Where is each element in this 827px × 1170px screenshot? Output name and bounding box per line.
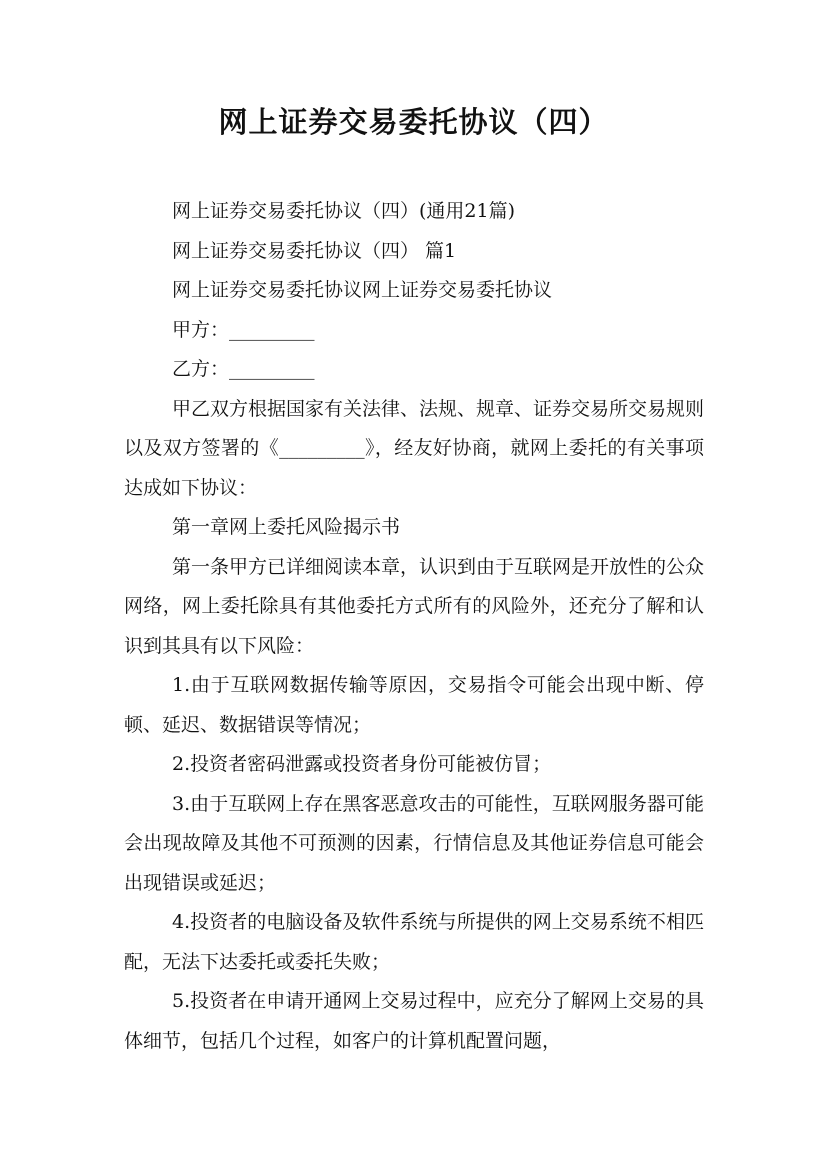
paragraph-party-a: 甲方：_________ — [172, 318, 315, 341]
paragraph-2: 网上证券交易委托协议（四） 篇1 — [172, 239, 457, 262]
chapter-heading: 第一章网上委托风险揭示书 — [172, 516, 401, 538]
article-1: 第一条甲方已详细阅读本章，认识到由于互联网是开放性的公众网络，网上委托除具有其他委托方式所有的风险外，还充分了解和认识到其具有以下风险： — [124, 555, 705, 657]
document-title: 网上证券交易委托协议（四） — [218, 105, 609, 139]
paragraph-3: 网上证券交易委托协议网上证券交易委托协议 — [172, 279, 553, 301]
paragraph-preamble: 甲乙双方根据国家有关法律、法规、规章、证券交易所交易规则以及双方签署的《_________》，经友好协商，就网上委托的有关事项达成如下协议： — [124, 397, 705, 499]
paragraph-1: 网上证券交易委托协议（四）(通用21篇) — [172, 200, 516, 222]
risk-item-4: 4.投资者的电脑设备及软件系统与所提供的网上交易系统不相匹配，无法下达委托或委托失败； — [124, 911, 704, 973]
document-body — [124, 192, 704, 1061]
paragraph-party-b: 乙方：_________ — [172, 358, 315, 380]
risk-item-5: 5.投资者在申请开通网上交易过程中，应充分了解网上交易的具体细节，包括几个过程，如客户的计算机配置问题， — [124, 990, 704, 1052]
risk-item-1: 1.由于互联网数据传输等原因，交易指令可能会出现中断、停顿、延迟、数据错误等情况； — [124, 674, 704, 736]
risk-item-3: 3.由于互联网上存在黑客恶意攻击的可能性，互联网服务器可能会出现故障及其他不可预测的因素，行情信息及其他证券信息可能会出现错误或延迟； — [124, 792, 704, 894]
risk-item-2: 2.投资者密码泄露或投资者身份可能被仿冒； — [172, 753, 552, 775]
